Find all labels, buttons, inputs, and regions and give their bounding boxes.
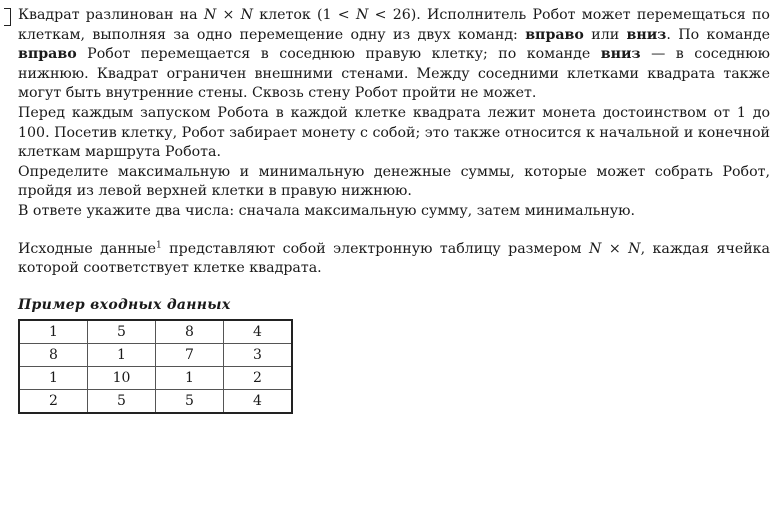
grid-cell: 1 <box>19 320 88 344</box>
text-segment: — в соседнюю нижнюю. Квадрат ограничен внешними стенами. Между соседними клетками квадрата также могут быть внутренние стены. Сквозь стену Робот пройти не может. <box>18 46 770 102</box>
text-segment: вправо <box>525 26 584 43</box>
grid-cell: 8 <box>19 343 88 366</box>
grid-cell: 1 <box>19 366 88 389</box>
grid-cell: 10 <box>88 366 156 389</box>
text-segment: Перед каждым запуском Робота в каждой клетке квадрата лежит монета достоинством от 1 до 100. Посетив клетку, Робот забирает монету с собой; это также относится к начальной и конечной клеткам маршрута Робота. <box>18 104 770 161</box>
text-segment: N <box>588 240 602 257</box>
grid-row <box>19 389 292 413</box>
grid-cell: 8 <box>156 320 224 344</box>
task-paragraph <box>18 6 770 104</box>
grid-cell: 1 <box>88 343 156 366</box>
task-page <box>18 6 770 414</box>
text-segment: , каждая ячейка которой соответствует клетке квадрата. <box>18 240 771 277</box>
text-segment: или <box>583 26 627 43</box>
grid-cell: 3 <box>224 343 293 366</box>
grid-cell: 5 <box>88 389 156 413</box>
example-caption: Пример входных данных <box>18 296 231 313</box>
text-segment: . По команде <box>666 26 770 43</box>
grid-row <box>19 366 292 389</box>
grid-cell: 2 <box>19 389 88 413</box>
grid-cell: 2 <box>224 366 293 389</box>
source-data-paragraph <box>18 240 770 279</box>
text-segment: N <box>355 7 369 23</box>
grid-cell: 4 <box>224 320 293 344</box>
task-paragraph <box>18 104 770 163</box>
text-segment: В ответе укажите два числа: сначала максимальную сумму, затем минимальную. <box>18 202 635 219</box>
text-segment: клеток (1 < <box>253 7 356 23</box>
text-segment: Робот перемещается в соседнюю правую клетку; по команде <box>76 46 601 63</box>
text-segment: Исходные данные <box>18 240 156 257</box>
text-segment: вниз <box>600 46 641 63</box>
task-paragraph <box>18 163 770 202</box>
task-statement <box>18 6 770 222</box>
text-segment: Квадрат разлинован на <box>18 7 204 23</box>
text-segment: Определите максимальную и минимальную денежные суммы, которые может собрать Робот, пройдя из левой верхней клетки в правую нижнюю. <box>18 163 770 200</box>
text-segment: вправо <box>18 46 77 63</box>
grid-cell: 7 <box>156 343 224 366</box>
text-segment: N <box>203 7 217 23</box>
example-grid <box>18 319 293 414</box>
text-segment: N <box>628 240 641 257</box>
grid-row <box>19 320 292 344</box>
text-segment: × <box>601 240 629 257</box>
text-segment: < 26). Исполнитель Робот может перемещаться по клеткам, выполняя за одно перемещение одну из двух команд: <box>18 7 770 43</box>
grid-cell: 5 <box>156 389 224 413</box>
text-segment: 1 <box>155 239 162 250</box>
text-segment: N <box>240 7 254 23</box>
text-segment: представляют собой электронную таблицу размером <box>161 240 589 257</box>
grid-cell: 5 <box>88 320 156 344</box>
text-segment: × <box>216 7 241 23</box>
grid-cell: 4 <box>224 389 293 413</box>
task-paragraph <box>18 202 770 222</box>
text-segment: вниз <box>626 26 667 43</box>
grid-row <box>19 343 292 366</box>
margin-bracket-mark <box>4 8 11 26</box>
grid-cell: 1 <box>156 366 224 389</box>
